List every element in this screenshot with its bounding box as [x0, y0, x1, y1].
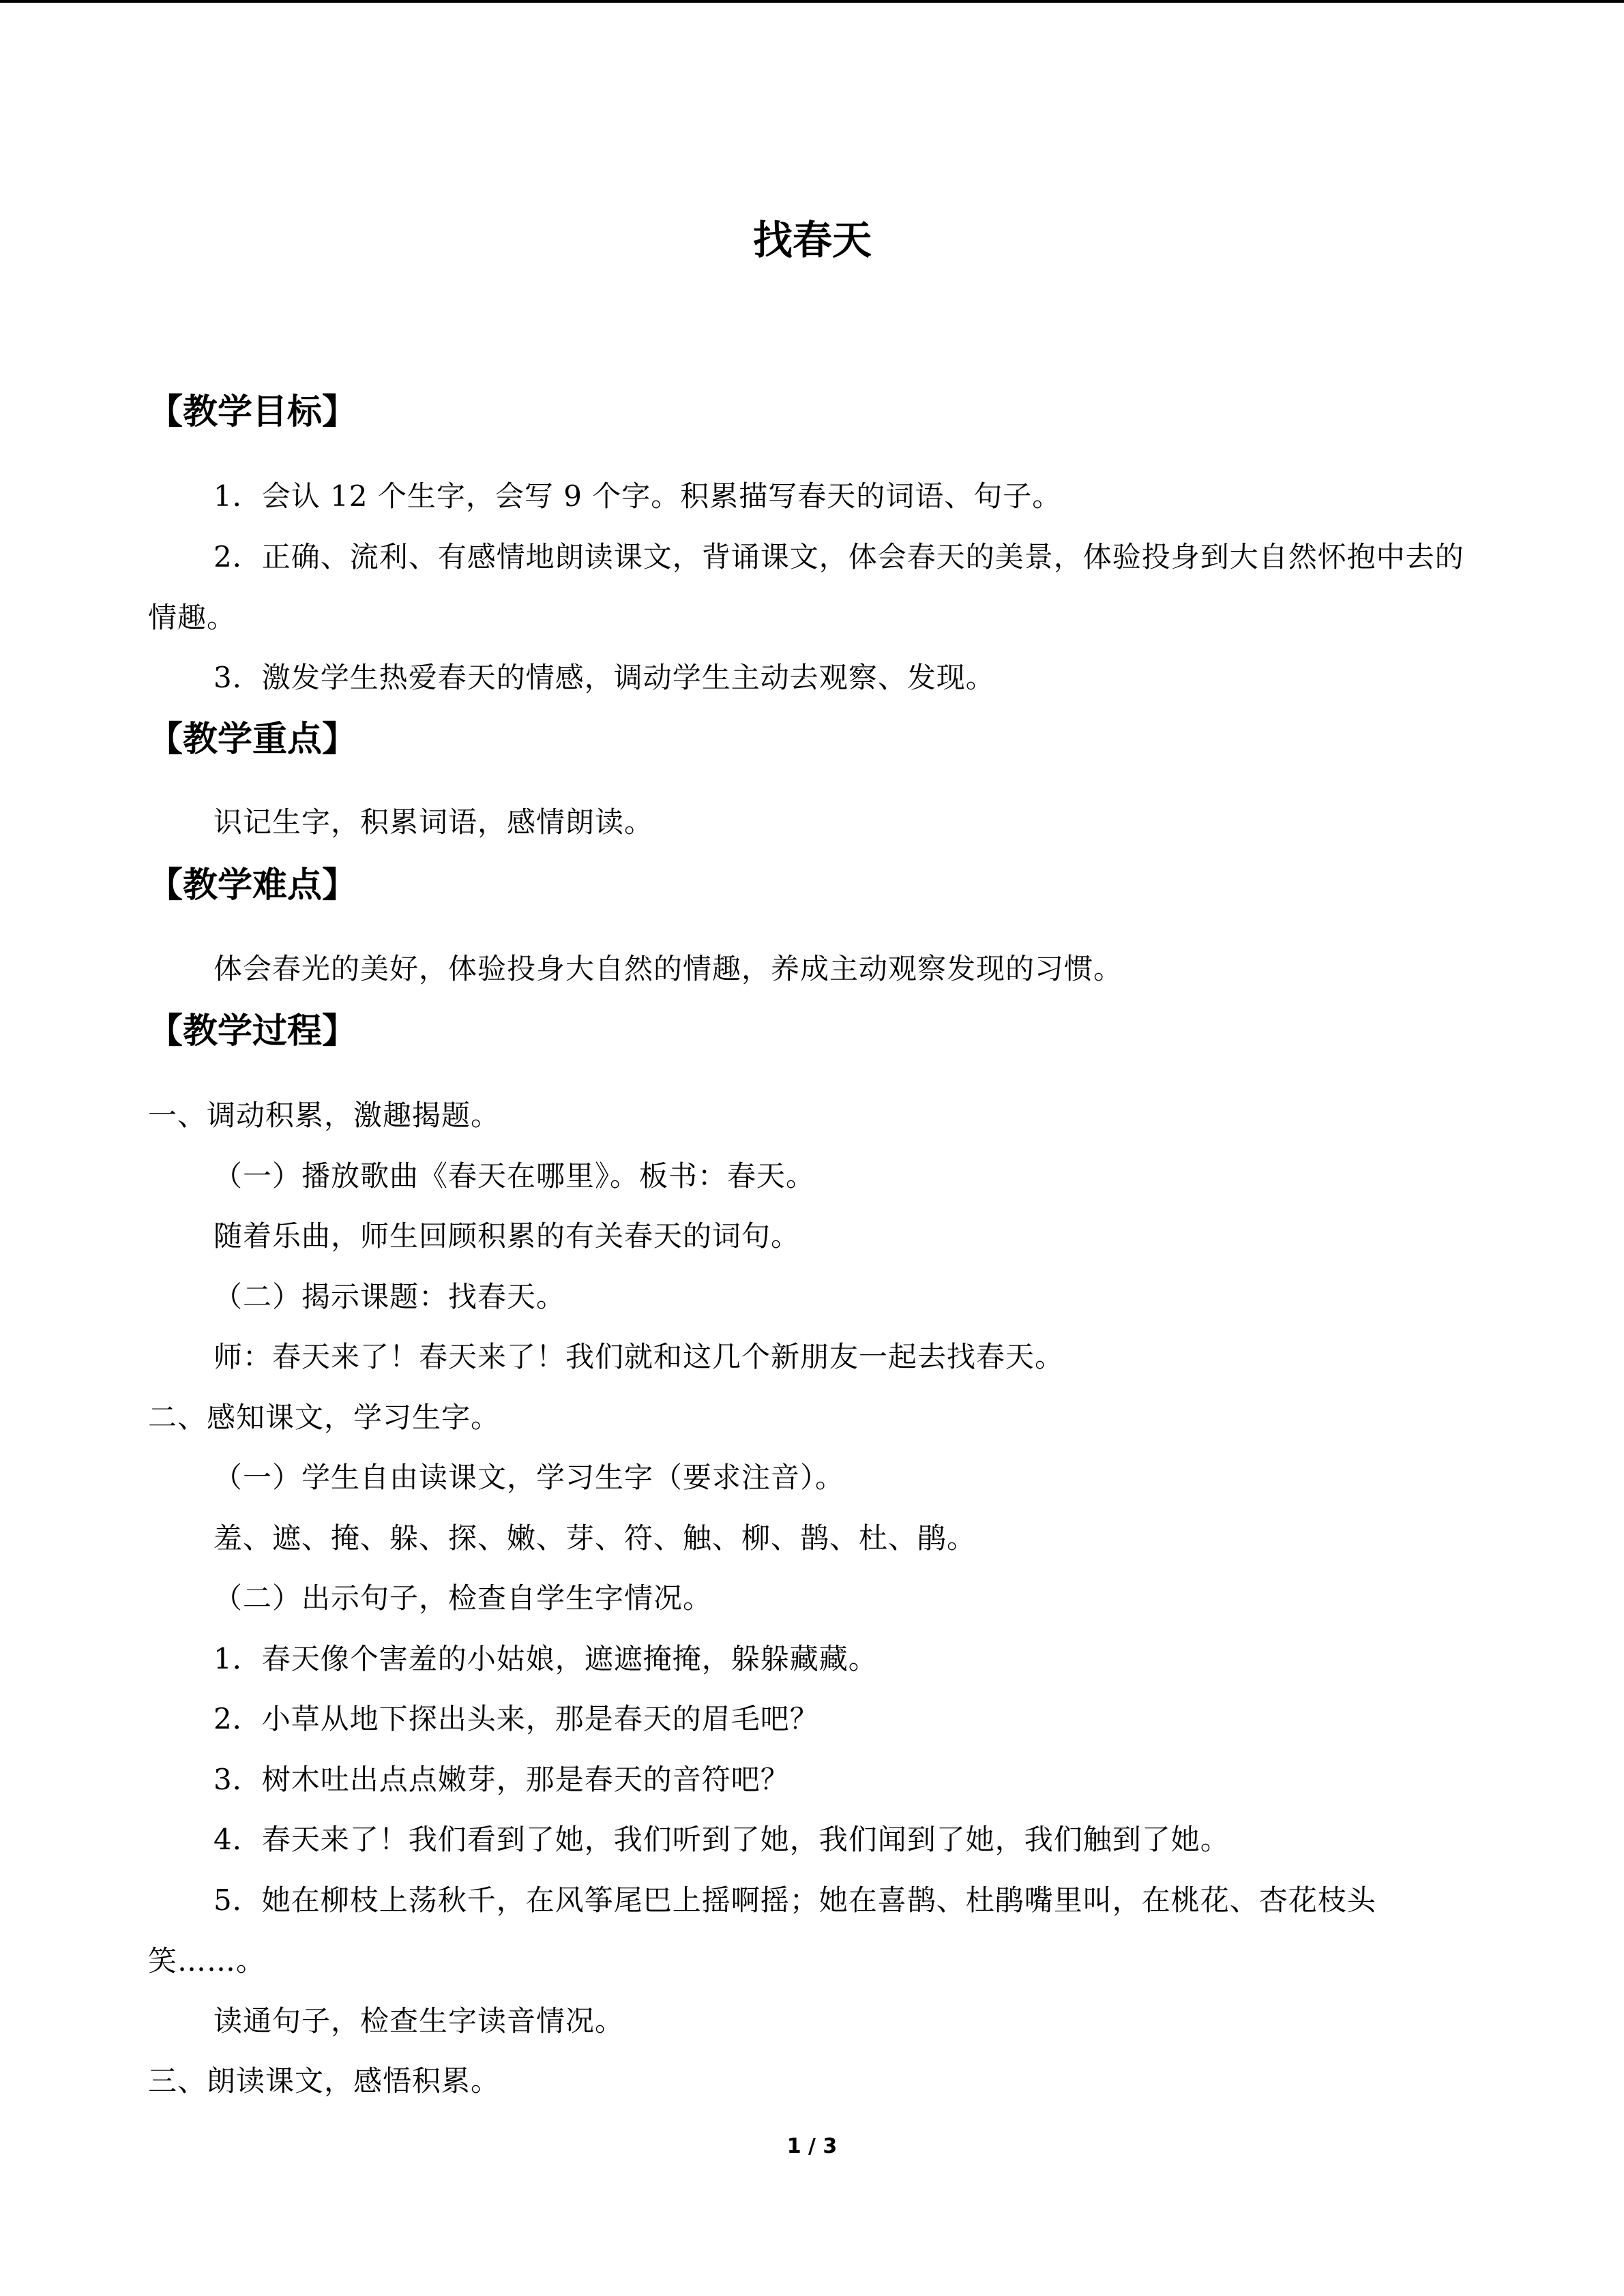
process-part1-line: 师：春天来了！春天来了！我们就和这几个新朋友一起去找春天。	[213, 1340, 1065, 1373]
key-points-text: 识记生字，积累词语，感情朗读。	[213, 805, 654, 839]
process-part1-line: （一）播放歌曲《春天在哪里》。板书：春天。	[213, 1159, 816, 1193]
goal-item-3: 3．激发学生热爱春天的情感，调动学生主动去观察、发现。	[213, 661, 995, 694]
process-part2-title: 二、感知课文，学习生字。	[148, 1401, 501, 1434]
process-part2-line: 羞、遮、掩、躲、探、嫩、芽、符、触、柳、鹊、杜、鹃。	[213, 1521, 977, 1555]
heading-key-points: 【教学重点】	[148, 719, 357, 760]
process-part2-line: 5．她在柳枝上荡秋千，在风筝尾巴上摇啊摇；她在喜鹊、杜鹃嘴里叫，在桃花、杏花枝头笑……。	[148, 1883, 1376, 1978]
difficulties-text: 体会春光的美好，体验投身大自然的情趣，养成主动观察发现的习惯。	[213, 952, 1123, 985]
process-part1-title: 一、调动积累，激趣揭题。	[148, 1099, 501, 1132]
document-title: 找春天	[752, 217, 872, 263]
heading-teaching-goals: 【教学目标】	[148, 392, 357, 432]
goal-item-2: 2．正确、流利、有感情地朗读课文，背诵课文，体会春天的美景，体验投身到大自然怀抱中去的情趣。	[148, 540, 1464, 634]
heading-difficulties: 【教学难点】	[148, 865, 357, 906]
process-part2-line: 1．春天像个害羞的小姑娘，遮遮掩掩，躲躲藏藏。	[213, 1642, 878, 1675]
process-part2-line: （一）学生自由读课文，学习生字（要求注音）。	[213, 1461, 845, 1494]
top-border-line	[0, 0, 1624, 3]
process-part2-line: 2．小草从地下探出头来，那是春天的眉毛吧？	[213, 1702, 819, 1735]
process-part2-line: 3．树木吐出点点嫩芽，那是春天的音符吧？	[213, 1763, 790, 1796]
process-part3-title: 三、朗读课文，感悟积累。	[148, 2064, 501, 2098]
goal-item-1: 1．会认 12 个生字，会写 9 个字。积累描写春天的词语、句子。	[213, 479, 1062, 513]
process-part1-line: 随着乐曲，师生回顾积累的有关春天的词句。	[213, 1219, 801, 1253]
heading-teaching-process: 【教学过程】	[148, 1011, 357, 1052]
process-part2-line: （二）出示句子，检查自学生字情况。	[213, 1581, 713, 1615]
process-part2-line: 读通句子，检查生字读音情况。	[213, 2004, 625, 2038]
process-part2-line: 4．春天来了！我们看到了她，我们听到了她，我们闻到了她，我们触到了她。	[213, 1823, 1230, 1856]
process-part1-line: （二）揭示课题：找春天。	[213, 1280, 566, 1313]
page-number: 1 / 3	[786, 2134, 838, 2158]
